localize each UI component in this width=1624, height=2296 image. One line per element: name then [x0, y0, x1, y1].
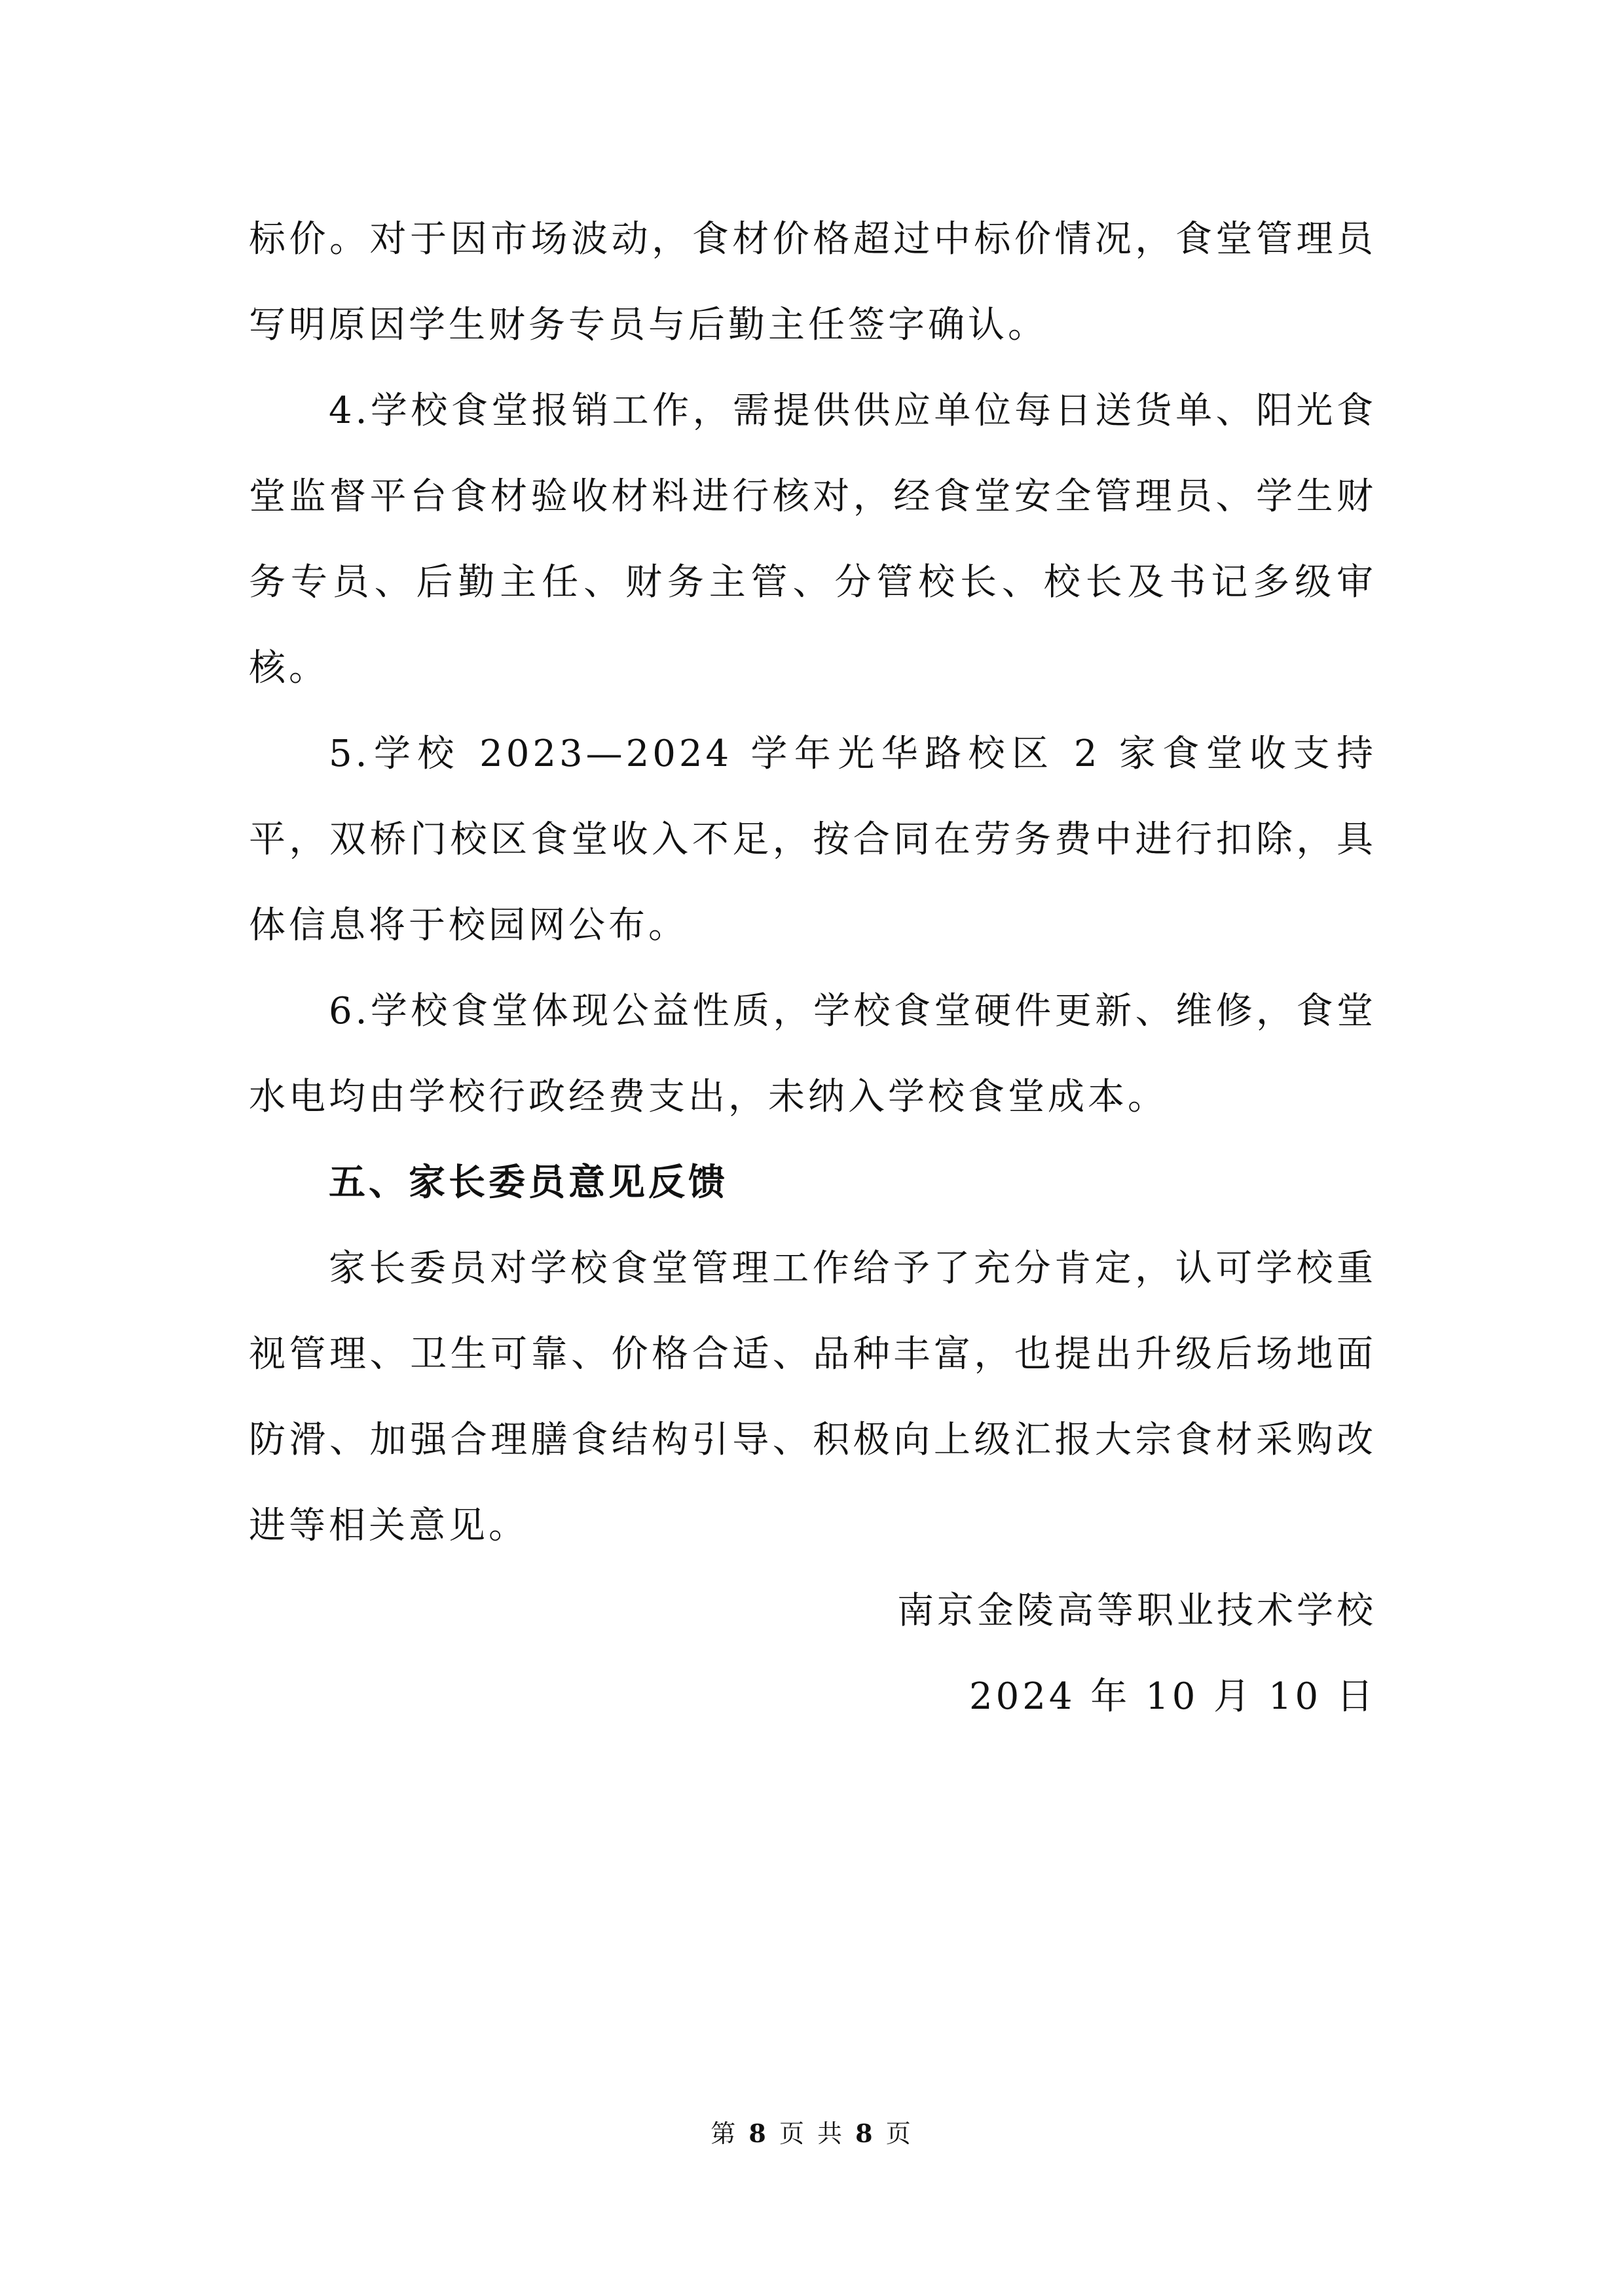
footer-prefix: 第	[710, 2119, 739, 2148]
document-body	[249, 196, 1376, 1569]
paragraph-continuation: 标价。对于因市场波动，食材价格超过中标价情况，食堂管理员写明原因学生财务专员与后勤主任签字确认。	[249, 218, 1376, 346]
section-heading: 五、家长委员意见反馈	[329, 1161, 728, 1204]
feedback-paragraph: 家长委员对学校食堂管理工作给予了充分肯定，认可学校重视管理、卫生可靠、价格合适、品种丰富，也提出升级后场地面防滑、加强合理膳食结构引导、积极向上级汇报大宗食材采购改进等相关意见。	[249, 1247, 1376, 1547]
signature-block	[897, 1568, 1376, 1740]
paragraph-item-4: 4.学校食堂报销工作，需提供供应单位每日送货单、阳光食堂监督平台食材验收材料进行核对，经食堂安全管理员、学生财务专员、后勤主任、财务主管、分管校长、校长及书记多级审核。	[249, 390, 1376, 689]
paragraph-item-5: 5.学校 2023—2024 学年光华路校区 2 家食堂收支持平，双桥门校区食堂收入不足，按合同在劳务费中进行扣除，具体信息将于校园网公布。	[249, 733, 1376, 947]
signature-organization: 南京金陵高等职业技术学校	[897, 1590, 1376, 1632]
paragraph-item-6: 6.学校食堂体现公益性质，学校食堂硬件更新、维修，食堂水电均由学校行政经费支出，未纳入学校食堂成本。	[249, 990, 1376, 1118]
page-footer	[0, 2113, 1624, 2149]
footer-suffix: 页	[885, 2119, 913, 2148]
signature-date: 2024 年 10 月 10 日	[969, 1675, 1376, 1718]
footer-middle: 页 共	[779, 2119, 845, 2148]
footer-total-pages: 8	[855, 2119, 876, 2148]
footer-current-page: 8	[748, 2119, 769, 2148]
